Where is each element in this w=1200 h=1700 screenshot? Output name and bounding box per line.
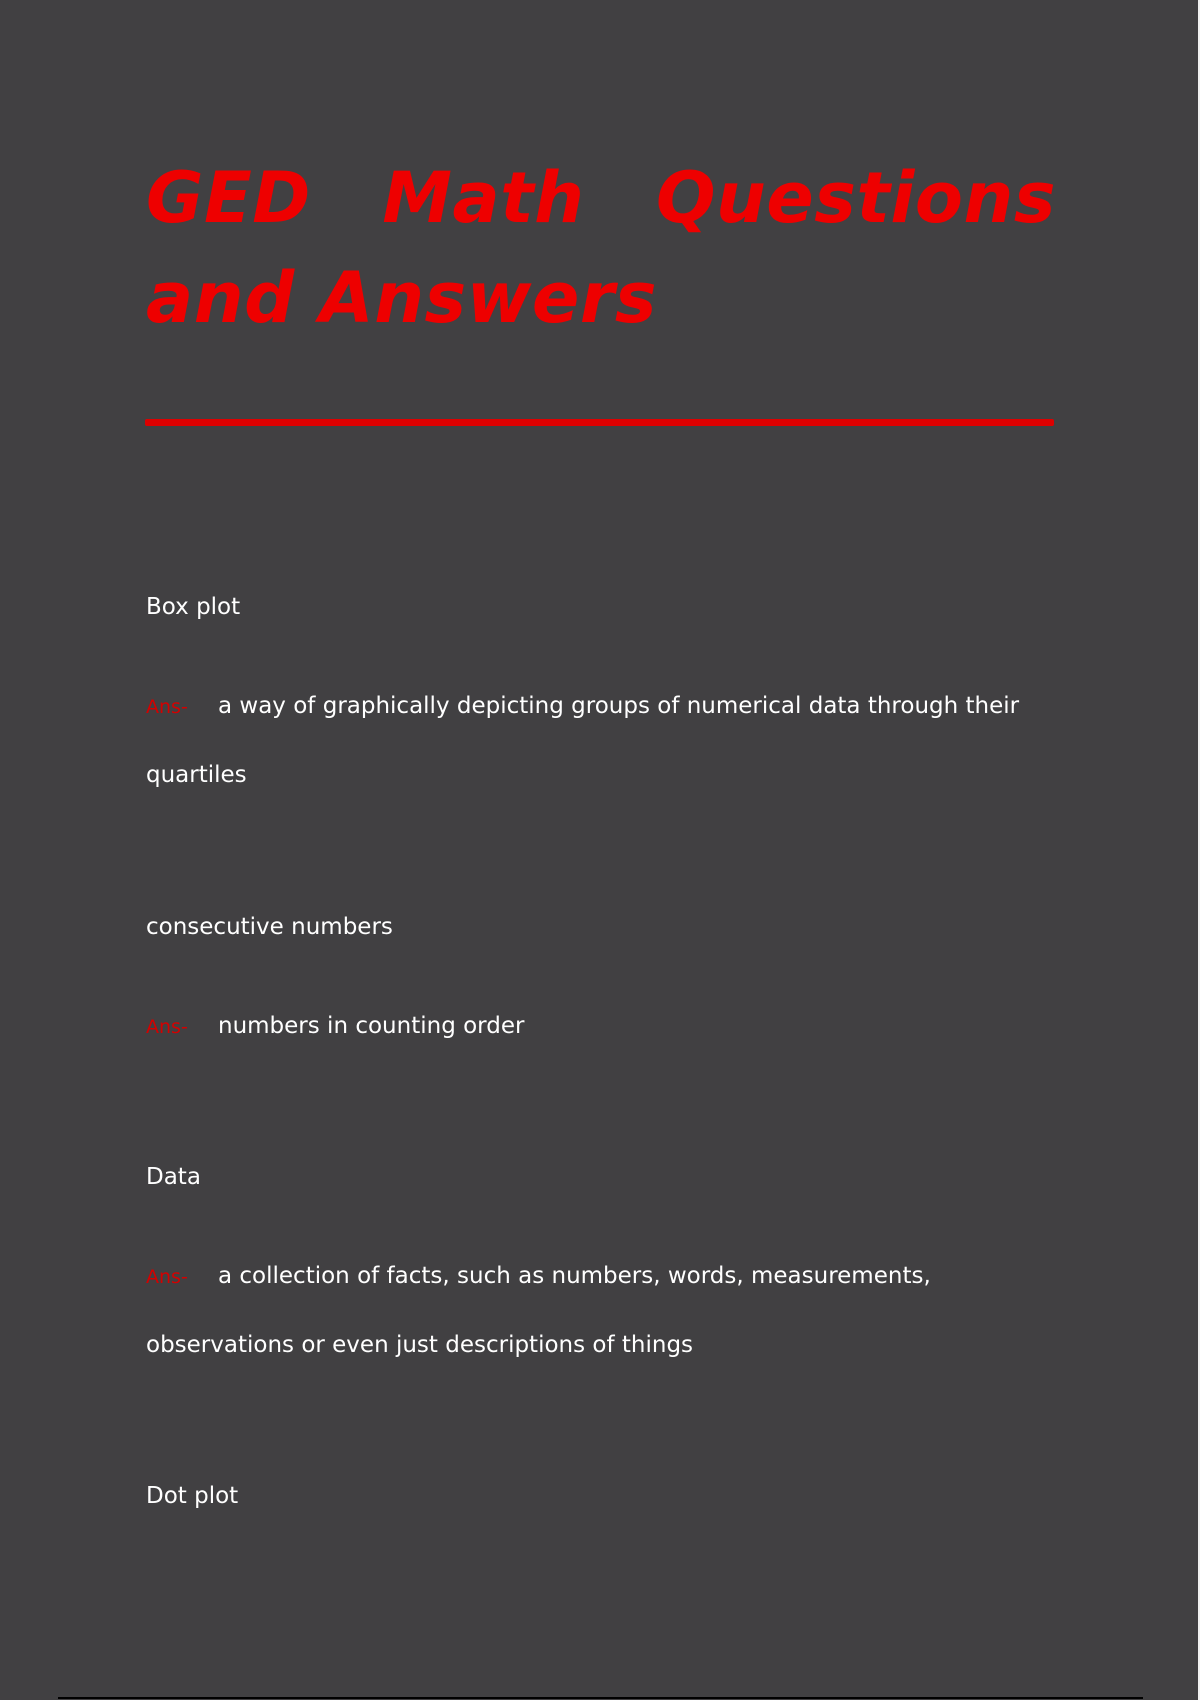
answer-label: Ans-	[146, 1266, 188, 1288]
qa-item-box-plot	[146, 590, 1046, 809]
page-bottom-rule	[58, 1697, 1143, 1699]
qa-item-dot-plot	[146, 1479, 1046, 1513]
answer-definition: numbers in counting order	[218, 1013, 525, 1039]
term-text: consecutive numbers	[146, 914, 393, 940]
answer-label: Ans-	[146, 696, 188, 718]
term-text: Data	[146, 1164, 201, 1190]
answer-label: Ans-	[146, 1016, 188, 1038]
answer-text	[146, 1242, 1046, 1379]
document-title: GED Math Questions and Answers	[146, 157, 1056, 339]
term-text: Dot plot	[146, 1483, 239, 1509]
qa-item-consecutive-numbers	[146, 910, 1046, 1061]
title-underline-rule	[145, 419, 1054, 426]
answer-definition: a collection of facts, such as numbers, words, measurements, observations or even just descriptions of things	[146, 1263, 931, 1358]
answer-text	[146, 992, 1046, 1061]
answer-text	[146, 672, 1046, 809]
qa-item-data	[146, 1160, 1046, 1379]
term-text: Box plot	[146, 594, 241, 620]
answer-definition: a way of graphically depicting groups of numerical data through their quartiles	[146, 693, 1020, 788]
